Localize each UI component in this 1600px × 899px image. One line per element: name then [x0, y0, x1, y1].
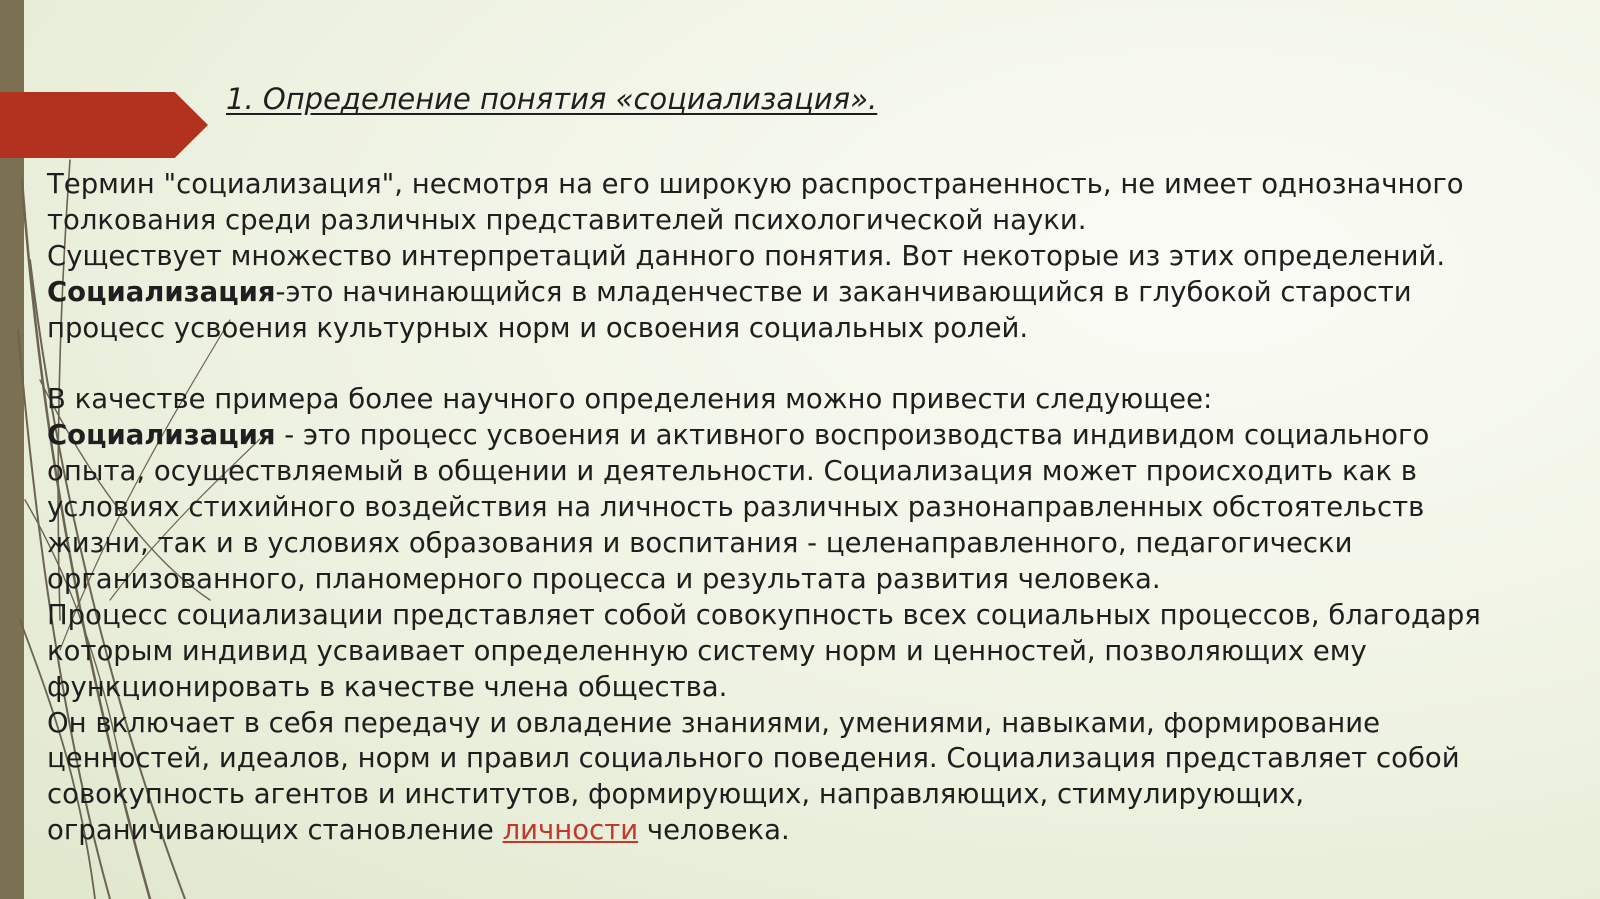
body-line	[47, 813, 1547, 849]
body-line: В качестве примера более научного определения можно привести следующее:	[47, 383, 1213, 416]
body-text: ограничивающих становление	[47, 814, 503, 847]
body-line: толкования среди различных представителей психологической науки.	[47, 203, 1087, 236]
body-line: Термин "социализация", несмотря на его широкую распространенность, не имеет однозначного	[47, 168, 1464, 200]
body-line: жизни, так и в условиях образования и воспитания - целенаправленного, педагогически	[47, 527, 1353, 560]
term-bold: Социализация	[47, 275, 276, 308]
body-line: которым индивид усваивает определенную систему норм и ценностей, позволяющих ему	[47, 634, 1367, 667]
title-accent-arrow	[0, 92, 208, 158]
body-line: функционировать в качестве члена общества.	[47, 670, 728, 703]
body-line: условиях стихийного воздействия на личность различных разнонаправленных обстоятельств	[47, 491, 1425, 524]
definition-text: - это процесс усвоения и активного воспроизводства индивидом социального	[275, 419, 1430, 452]
body-line: Процесс социализации представляет собой совокупность всех социальных процессов, благодаря	[47, 598, 1481, 631]
paragraph-gap	[47, 347, 1547, 383]
body-line: организованного, планомерного процесса и результата развития человека.	[47, 562, 1161, 595]
personality-link[interactable]: личности	[502, 814, 639, 847]
body-line: процесс усвоения культурных норм и освоения социальных ролей.	[47, 311, 1029, 344]
slide-body	[47, 167, 1547, 849]
body-line: ценностей, идеалов, норм и правил социального поведения. Социализация представляет собой	[47, 742, 1460, 775]
body-line: совокупность агентов и институтов, формирующих, направляющих, стимулирующих,	[47, 778, 1305, 811]
term-bold: Социализация	[47, 419, 276, 452]
body-line: опыта, осуществляемый в общении и деятельности. Социализация может происходить как в	[47, 455, 1418, 488]
body-text: человека.	[638, 814, 790, 847]
body-line: Существует множество интерпретаций данного понятия. Вот некоторые из этих определений.	[47, 239, 1446, 272]
body-line	[47, 418, 1547, 454]
definition-text: -это начинающийся в младенчестве и заканчивающийся в глубокой старости	[275, 275, 1412, 308]
body-line: Он включает в себя передачу и овладение знаниями, умениями, навыками, формирование	[47, 706, 1381, 739]
slide-title: 1. Определение понятия «социализация».	[226, 82, 878, 116]
body-line	[47, 275, 1547, 311]
